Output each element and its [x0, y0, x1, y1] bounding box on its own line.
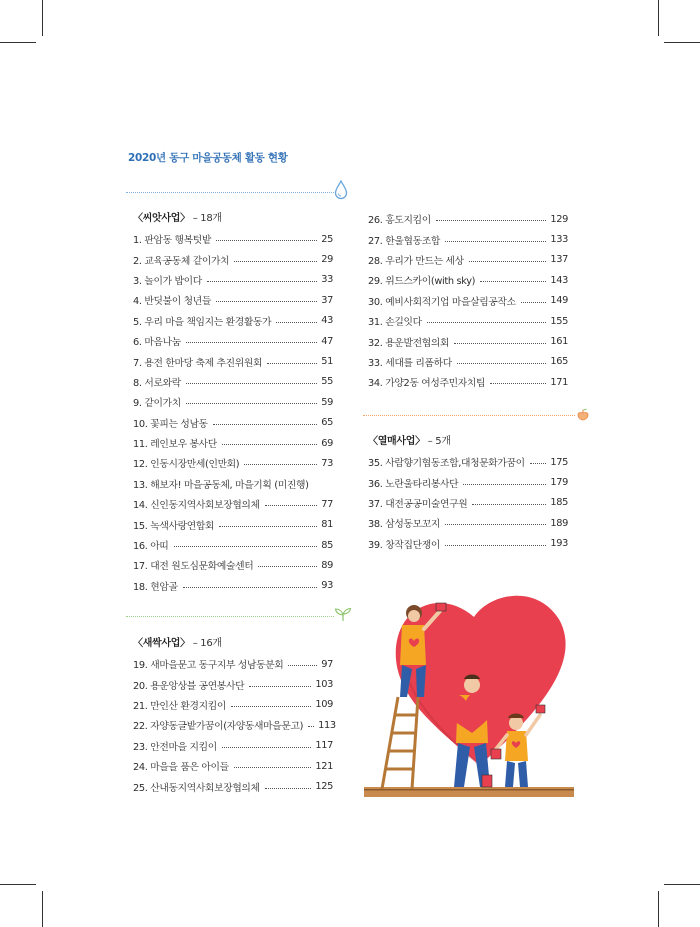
- dot-leader: [219, 526, 317, 527]
- toc-entry[interactable]: [368, 472, 568, 492]
- toc-label: 25. 산내동지역사회보장협의체: [133, 782, 260, 794]
- section-divider: [363, 415, 575, 416]
- crop-mark: [664, 884, 700, 885]
- toc-page-number: 37: [321, 294, 333, 306]
- toc-entry[interactable]: [368, 513, 568, 533]
- dot-leader: [186, 342, 317, 343]
- section-name: 〈새싹사업〉: [133, 638, 190, 649]
- toc-label: 14. 신인동지역사회보장협의체: [133, 500, 260, 512]
- toc-page-number: 113: [318, 719, 336, 731]
- toc-page-number: 25: [321, 233, 333, 245]
- toc-entry[interactable]: [368, 534, 568, 554]
- toc-entry[interactable]: [133, 494, 333, 514]
- toc-page-number: 43: [321, 315, 333, 327]
- toc-label: 7. 용전 한마당 축제 추진위원회: [133, 357, 263, 369]
- dot-leader: [267, 363, 317, 364]
- toc-label: 18. 현암골: [133, 581, 178, 593]
- crop-mark: [664, 42, 700, 43]
- toc-label: 38. 삼성동모꼬지: [368, 519, 440, 531]
- toc-label: 1. 판암동 행복텃밭: [133, 235, 211, 247]
- dot-leader: [265, 788, 312, 789]
- toc-label: 23. 안전마을 지킴이: [133, 741, 217, 753]
- toc-label: 21. 만인산 환경지킴이: [133, 700, 226, 712]
- dot-leader: [213, 424, 317, 425]
- section-heading: [368, 432, 568, 452]
- toc-page-number: 129: [550, 213, 568, 225]
- toc-entry[interactable]: [133, 433, 333, 453]
- dot-leader: [216, 240, 317, 241]
- section-heading: [133, 634, 333, 654]
- toc-page-number: 165: [550, 356, 568, 368]
- page-title: 2020년 동구 마을공동체 활동 현황: [128, 152, 288, 164]
- toc-label: 12. 인동시장만세(인만회): [133, 459, 240, 471]
- dot-leader: [222, 747, 311, 748]
- toc-page-number: 117: [315, 740, 333, 752]
- toc-entry[interactable]: [368, 250, 568, 270]
- toc-page-number: 73: [321, 457, 333, 469]
- section-count: – 5개: [424, 436, 451, 447]
- toc-label: 4. 반딧불이 청년들: [133, 296, 211, 308]
- section-divider: [126, 192, 334, 193]
- sprout-icon: [334, 606, 352, 622]
- toc-entry[interactable]: [133, 351, 333, 371]
- dot-leader: [308, 726, 314, 727]
- toc-entry[interactable]: [133, 535, 333, 555]
- toc-label: 2. 교육공동체 같이가치: [133, 255, 230, 267]
- crop-mark: [0, 42, 36, 43]
- toc-entry[interactable]: [368, 352, 568, 372]
- toc-page-number: 125: [315, 781, 333, 793]
- dot-leader: [249, 686, 311, 687]
- dot-leader: [258, 566, 317, 567]
- toc-page-number: 185: [550, 497, 568, 509]
- fruit-icon: [575, 406, 591, 422]
- toc-entry[interactable]: [133, 756, 333, 776]
- dot-leader: [186, 403, 317, 404]
- crop-mark: [42, 0, 43, 36]
- dot-leader: [445, 524, 546, 525]
- toc-page-number: 155: [550, 315, 568, 327]
- toc-page-number: 33: [321, 274, 333, 286]
- toc-entry[interactable]: [368, 311, 568, 331]
- toc-page-number: 29: [321, 254, 333, 266]
- toc-page-number: 55: [321, 376, 333, 388]
- dot-leader: [244, 464, 317, 465]
- dot-leader: [490, 383, 546, 384]
- toc-label: 16. 아띠: [133, 541, 169, 553]
- water-drop-icon: [334, 180, 348, 200]
- toc-entry[interactable]: [133, 776, 333, 796]
- toc-entry[interactable]: [368, 331, 568, 351]
- toc-page-number: 59: [321, 396, 333, 408]
- toc-label: 3. 놀이가 밥이다: [133, 275, 202, 287]
- toc-page-number: 103: [315, 679, 333, 691]
- toc-label: 27. 한울협동조합: [368, 235, 440, 247]
- toc-page-number: 193: [550, 538, 568, 550]
- sprout-project-section: [133, 634, 336, 797]
- toc-label: 17. 대전 원도심문화예술센터: [133, 561, 254, 573]
- toc-label: 6. 마음나눔: [133, 337, 181, 349]
- toc-entry[interactable]: [133, 290, 333, 310]
- toc-label: 35. 사람향기협동조합,대청문화가꿈이: [368, 458, 525, 470]
- toc-entry[interactable]: [133, 736, 333, 756]
- toc-entry[interactable]: [133, 453, 333, 473]
- toc-label: 31. 손길잇다: [368, 317, 422, 329]
- toc-label: 9. 같이가치: [133, 398, 181, 410]
- fruit-project-section: [368, 432, 568, 554]
- dot-leader: [186, 383, 317, 384]
- toc-page-number: 171: [550, 376, 568, 388]
- toc-entry[interactable]: [133, 555, 333, 575]
- dot-leader: [183, 587, 318, 588]
- toc-entry[interactable]: [133, 413, 333, 433]
- seed-project-section: [133, 209, 333, 596]
- toc-entry[interactable]: [133, 576, 333, 596]
- toc-entry[interactable]: [133, 249, 333, 269]
- dot-leader: [231, 706, 311, 707]
- dot-leader: [216, 301, 317, 302]
- toc-label: 33. 세대를 리폼하다: [368, 357, 452, 369]
- toc-entry[interactable]: [368, 270, 568, 290]
- toc-label: 13. 해보자! 마을공동체, 마을기획 (미진행): [133, 479, 309, 491]
- toc-page-number: 109: [315, 699, 333, 711]
- toc-entry[interactable]: [368, 493, 568, 513]
- crop-mark: [658, 891, 659, 927]
- toc-label: 37. 대전공공미술연구원: [368, 498, 468, 510]
- toc-page-number: 133: [550, 234, 568, 246]
- toc-label: 39. 창작집단쟁이: [368, 539, 440, 551]
- toc-page-number: 97: [321, 658, 333, 670]
- toc-page-number: 143: [550, 274, 568, 286]
- toc-entry[interactable]: [133, 392, 333, 412]
- dot-leader: [174, 546, 318, 547]
- crop-mark: [0, 884, 36, 885]
- toc-label: 10. 꽃피는 성남동: [133, 418, 208, 430]
- dot-leader: [521, 302, 547, 303]
- dot-leader: [276, 322, 317, 323]
- toc-entry[interactable]: [368, 291, 568, 311]
- toc-entry[interactable]: [368, 229, 568, 249]
- toc-page-number: 81: [321, 519, 333, 531]
- toc-entry[interactable]: [133, 372, 333, 392]
- toc-label: 19. 새마을문고 동구지부 성남동분회: [133, 660, 284, 672]
- section-name: 〈씨앗사업〉: [133, 213, 190, 224]
- dot-leader: [457, 363, 546, 364]
- dot-leader: [234, 767, 312, 768]
- dot-leader: [222, 444, 317, 445]
- toc-label: 36. 노란울타리봉사단: [368, 478, 459, 490]
- toc-label: 11. 레인보우 봉사단: [133, 439, 217, 451]
- dot-leader: [530, 463, 547, 464]
- toc-label: 26. 홍도지킴이: [368, 215, 431, 227]
- toc-page-number: 51: [321, 356, 333, 368]
- toc-page-number: 47: [321, 335, 333, 347]
- toc-entry[interactable]: [133, 331, 333, 351]
- toc-page-number: 149: [550, 295, 568, 307]
- dot-leader: [480, 281, 546, 282]
- toc-label: 30. 예비사회적기업 마을살림공작소: [368, 296, 516, 308]
- dot-leader: [472, 504, 546, 505]
- toc-label: 24. 마을을 품은 아이들: [133, 762, 229, 774]
- toc-label: 34. 가양2동 여성주민자치팀: [368, 378, 486, 390]
- sprout-project-section-continued: [368, 209, 568, 393]
- section-name: 〈열매사업〉: [368, 436, 425, 447]
- toc-label: 29. 위드스카이(with sky): [368, 276, 476, 288]
- toc-page-number: 137: [550, 254, 568, 266]
- toc-entry[interactable]: [133, 654, 333, 674]
- section-divider: [126, 616, 334, 617]
- crop-mark: [658, 0, 659, 36]
- toc-entry[interactable]: [368, 209, 568, 229]
- dot-leader: [234, 261, 317, 262]
- ladder: [382, 697, 418, 789]
- toc-page-number: 93: [321, 580, 333, 592]
- toc-entry[interactable]: [368, 372, 568, 392]
- section-count: – 18개: [189, 213, 222, 224]
- toc-entry[interactable]: [133, 229, 333, 249]
- dot-leader: [288, 665, 317, 666]
- dot-leader: [469, 261, 547, 262]
- toc-label: 15. 녹색사랑연합회: [133, 520, 215, 532]
- dot-leader: [454, 343, 546, 344]
- toc-page-number: 121: [315, 760, 333, 772]
- toc-entry[interactable]: [133, 695, 333, 715]
- toc-page-number: 89: [321, 559, 333, 571]
- toc-label: 22. 자양동글밭가꿈이(자양동새마을문고): [133, 721, 304, 733]
- dot-leader: [445, 545, 546, 546]
- toc-label: 28. 우리가 만드는 세상: [368, 255, 464, 267]
- volunteers-heart-illustration: [362, 565, 582, 805]
- toc-page-number: 65: [321, 417, 333, 429]
- toc-label: 32. 용운발전협의회: [368, 337, 450, 349]
- dot-leader: [445, 241, 546, 242]
- toc-page-number: 77: [321, 498, 333, 510]
- toc-page-number: 85: [321, 539, 333, 551]
- toc-entry[interactable]: [133, 514, 333, 534]
- toc-entry[interactable]: [133, 474, 333, 494]
- toc-label: 20. 용운앙상블 공연봉사단: [133, 680, 245, 692]
- toc-label: 8. 서로와락: [133, 377, 181, 389]
- toc-entry[interactable]: [133, 674, 333, 694]
- toc-entry[interactable]: [133, 270, 333, 290]
- toc-entry[interactable]: [133, 715, 336, 735]
- toc-page-number: 179: [550, 477, 568, 489]
- toc-entry[interactable]: [368, 452, 568, 472]
- dot-leader: [265, 505, 318, 506]
- toc-page-number: 189: [550, 517, 568, 529]
- crop-mark: [42, 891, 43, 927]
- toc-page-number: 69: [321, 437, 333, 449]
- toc-entry[interactable]: [133, 311, 333, 331]
- toc-page-number: 161: [550, 336, 568, 348]
- toc-label: 5. 우리 마을 책임지는 환경활동가: [133, 316, 272, 328]
- wooden-floor: [364, 787, 574, 797]
- section-heading: [133, 209, 333, 229]
- dot-leader: [436, 220, 546, 221]
- toc-page-number: 175: [550, 456, 568, 468]
- dot-leader: [207, 281, 317, 282]
- dot-leader: [463, 484, 546, 485]
- section-count: – 16개: [189, 638, 222, 649]
- dot-leader: [427, 322, 547, 323]
